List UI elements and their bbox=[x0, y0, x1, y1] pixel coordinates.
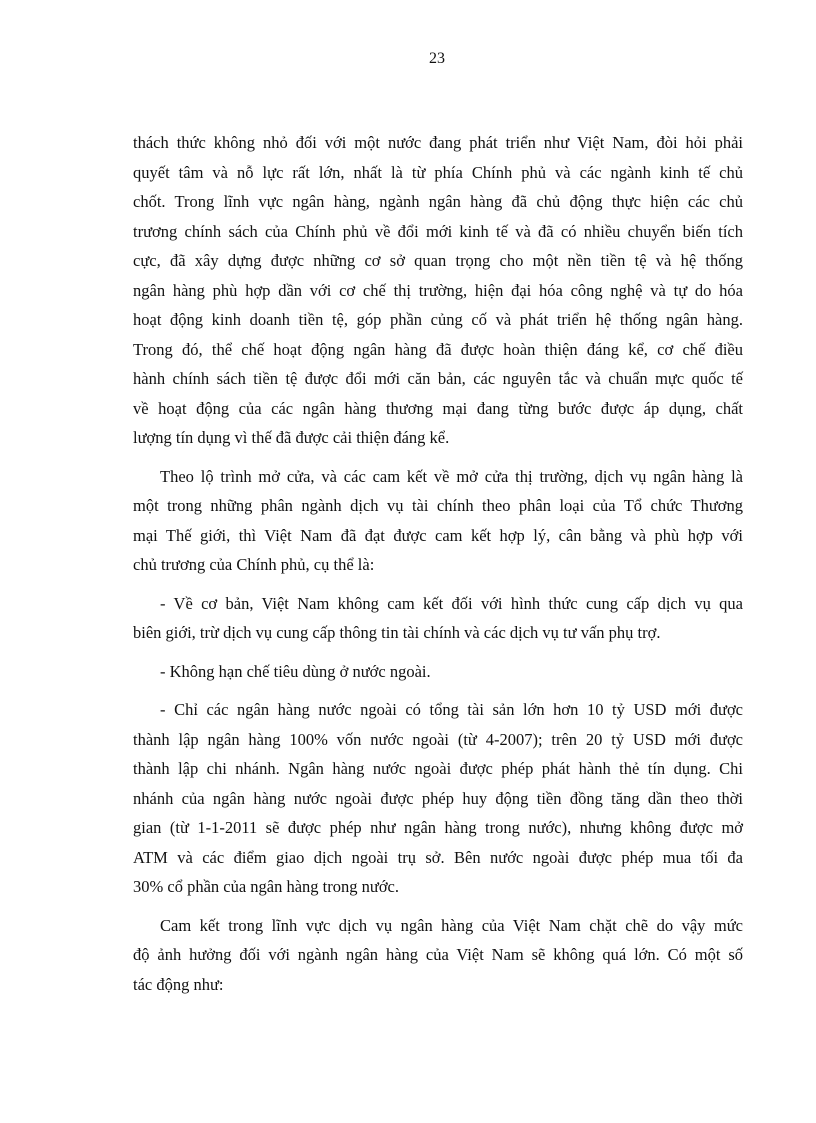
text-line: hoạt động kinh doanh tiền tệ, góp phần củng cố và phát triển hệ thống ngân hàng. bbox=[133, 310, 743, 329]
text-line: chốt. Trong lĩnh vực ngân hàng, ngành ngân hàng đã chủ động thực hiện các chủ bbox=[133, 192, 743, 211]
text-line: ATM và các điểm giao dịch ngoài trụ sở. Bên nước ngoài được phép mua tối đa bbox=[133, 847, 743, 867]
paragraph bbox=[133, 462, 743, 580]
text-line: thách thức không nhỏ đối với một nước đang phát triển như Việt Nam, đòi hỏi phải bbox=[133, 133, 743, 152]
text-line: chủ trương của Chính phủ, cụ thể là: bbox=[133, 555, 375, 574]
text-line: trương chính sách của Chính phủ về đổi mới kinh tế và đã có nhiều chuyển biến tích bbox=[133, 221, 743, 241]
text-line: hành chính sách tiền tệ được đổi mới căn bản, các nguyên tắc và chuẩn mực quốc tế bbox=[133, 369, 743, 388]
text-line: - Về cơ bản, Việt Nam không cam kết đối với hình thức cung cấp dịch vụ qua bbox=[160, 593, 743, 613]
text-line: - Chỉ các ngân hàng nước ngoài có tổng tài sản lớn hơn 10 tỷ USD mới được bbox=[160, 700, 743, 719]
text-line: cực, đã xây dựng được những cơ sở quan trọng cho một nền tiền tệ và hệ thống bbox=[133, 251, 743, 270]
text-line: nhánh của ngân hàng nước ngoài được phép huy động tiền đồng tăng dần theo thời bbox=[133, 788, 743, 808]
page-number: 23 bbox=[429, 50, 445, 67]
text-line: tác động như: bbox=[133, 974, 224, 994]
text-line: mại Thế giới, thì Việt Nam đã đạt được cam kết hợp lý, cân bằng và phù hợp với bbox=[133, 525, 743, 545]
text-line: Theo lộ trình mở cửa, và các cam kết về mở cửa thị trường, dịch vụ ngân hàng là bbox=[160, 466, 743, 486]
text-line: ngân hàng phù hợp dần với cơ chế thị trường, hiện đại hóa công nghệ và tự do hóa bbox=[133, 280, 743, 300]
paragraph bbox=[133, 128, 743, 453]
body-text bbox=[133, 128, 743, 999]
paragraph bbox=[133, 695, 743, 902]
text-line: Cam kết trong lĩnh vực dịch vụ ngân hàng của Việt Nam chặt chẽ do vậy mức bbox=[160, 915, 743, 935]
text-line: gian (từ 1-1-2011 sẽ được phép như ngân hàng trong nước), nhưng không được mở bbox=[133, 818, 743, 837]
text-line: 30% cổ phần của ngân hàng trong nước. bbox=[133, 877, 400, 896]
paragraph bbox=[133, 589, 743, 648]
text-line: một trong những phân ngành dịch vụ tài chính theo phân loại của Tổ chức Thương bbox=[133, 496, 743, 515]
paragraph bbox=[133, 911, 743, 1000]
text-line: thành lập ngân hàng 100% vốn nước ngoài (từ 4-2007); trên 20 tỷ USD mới được bbox=[133, 729, 743, 749]
text-line: thành lập chi nhánh. Ngân hàng nước ngoài được phép phát hành thẻ tín dụng. Chi bbox=[133, 759, 743, 778]
text-line: về hoạt động của các ngân hàng thương mại đang từng bước được áp dụng, chất bbox=[133, 398, 743, 418]
text-line: quyết tâm và nỗ lực rất lớn, nhất là từ phía Chính phủ và các ngành kinh tế chủ bbox=[133, 162, 743, 182]
text-line: - Không hạn chế tiêu dùng ở nước ngoài. bbox=[160, 661, 431, 681]
text-line: biên giới, trừ dịch vụ cung cấp thông tin tài chính và các dịch vụ tư vấn phụ trợ. bbox=[133, 623, 661, 642]
text-line: lượng tín dụng vì thế đã được cải thiện đáng kể. bbox=[133, 428, 450, 447]
text-line: Trong đó, thể chế hoạt động ngân hàng đã được hoàn thiện đáng kể, cơ chế điều bbox=[133, 339, 743, 359]
text-line: độ ảnh hưởng đối với ngành ngân hàng của Việt Nam sẽ không quá lớn. Có một số bbox=[133, 945, 743, 964]
paragraph bbox=[133, 657, 743, 687]
